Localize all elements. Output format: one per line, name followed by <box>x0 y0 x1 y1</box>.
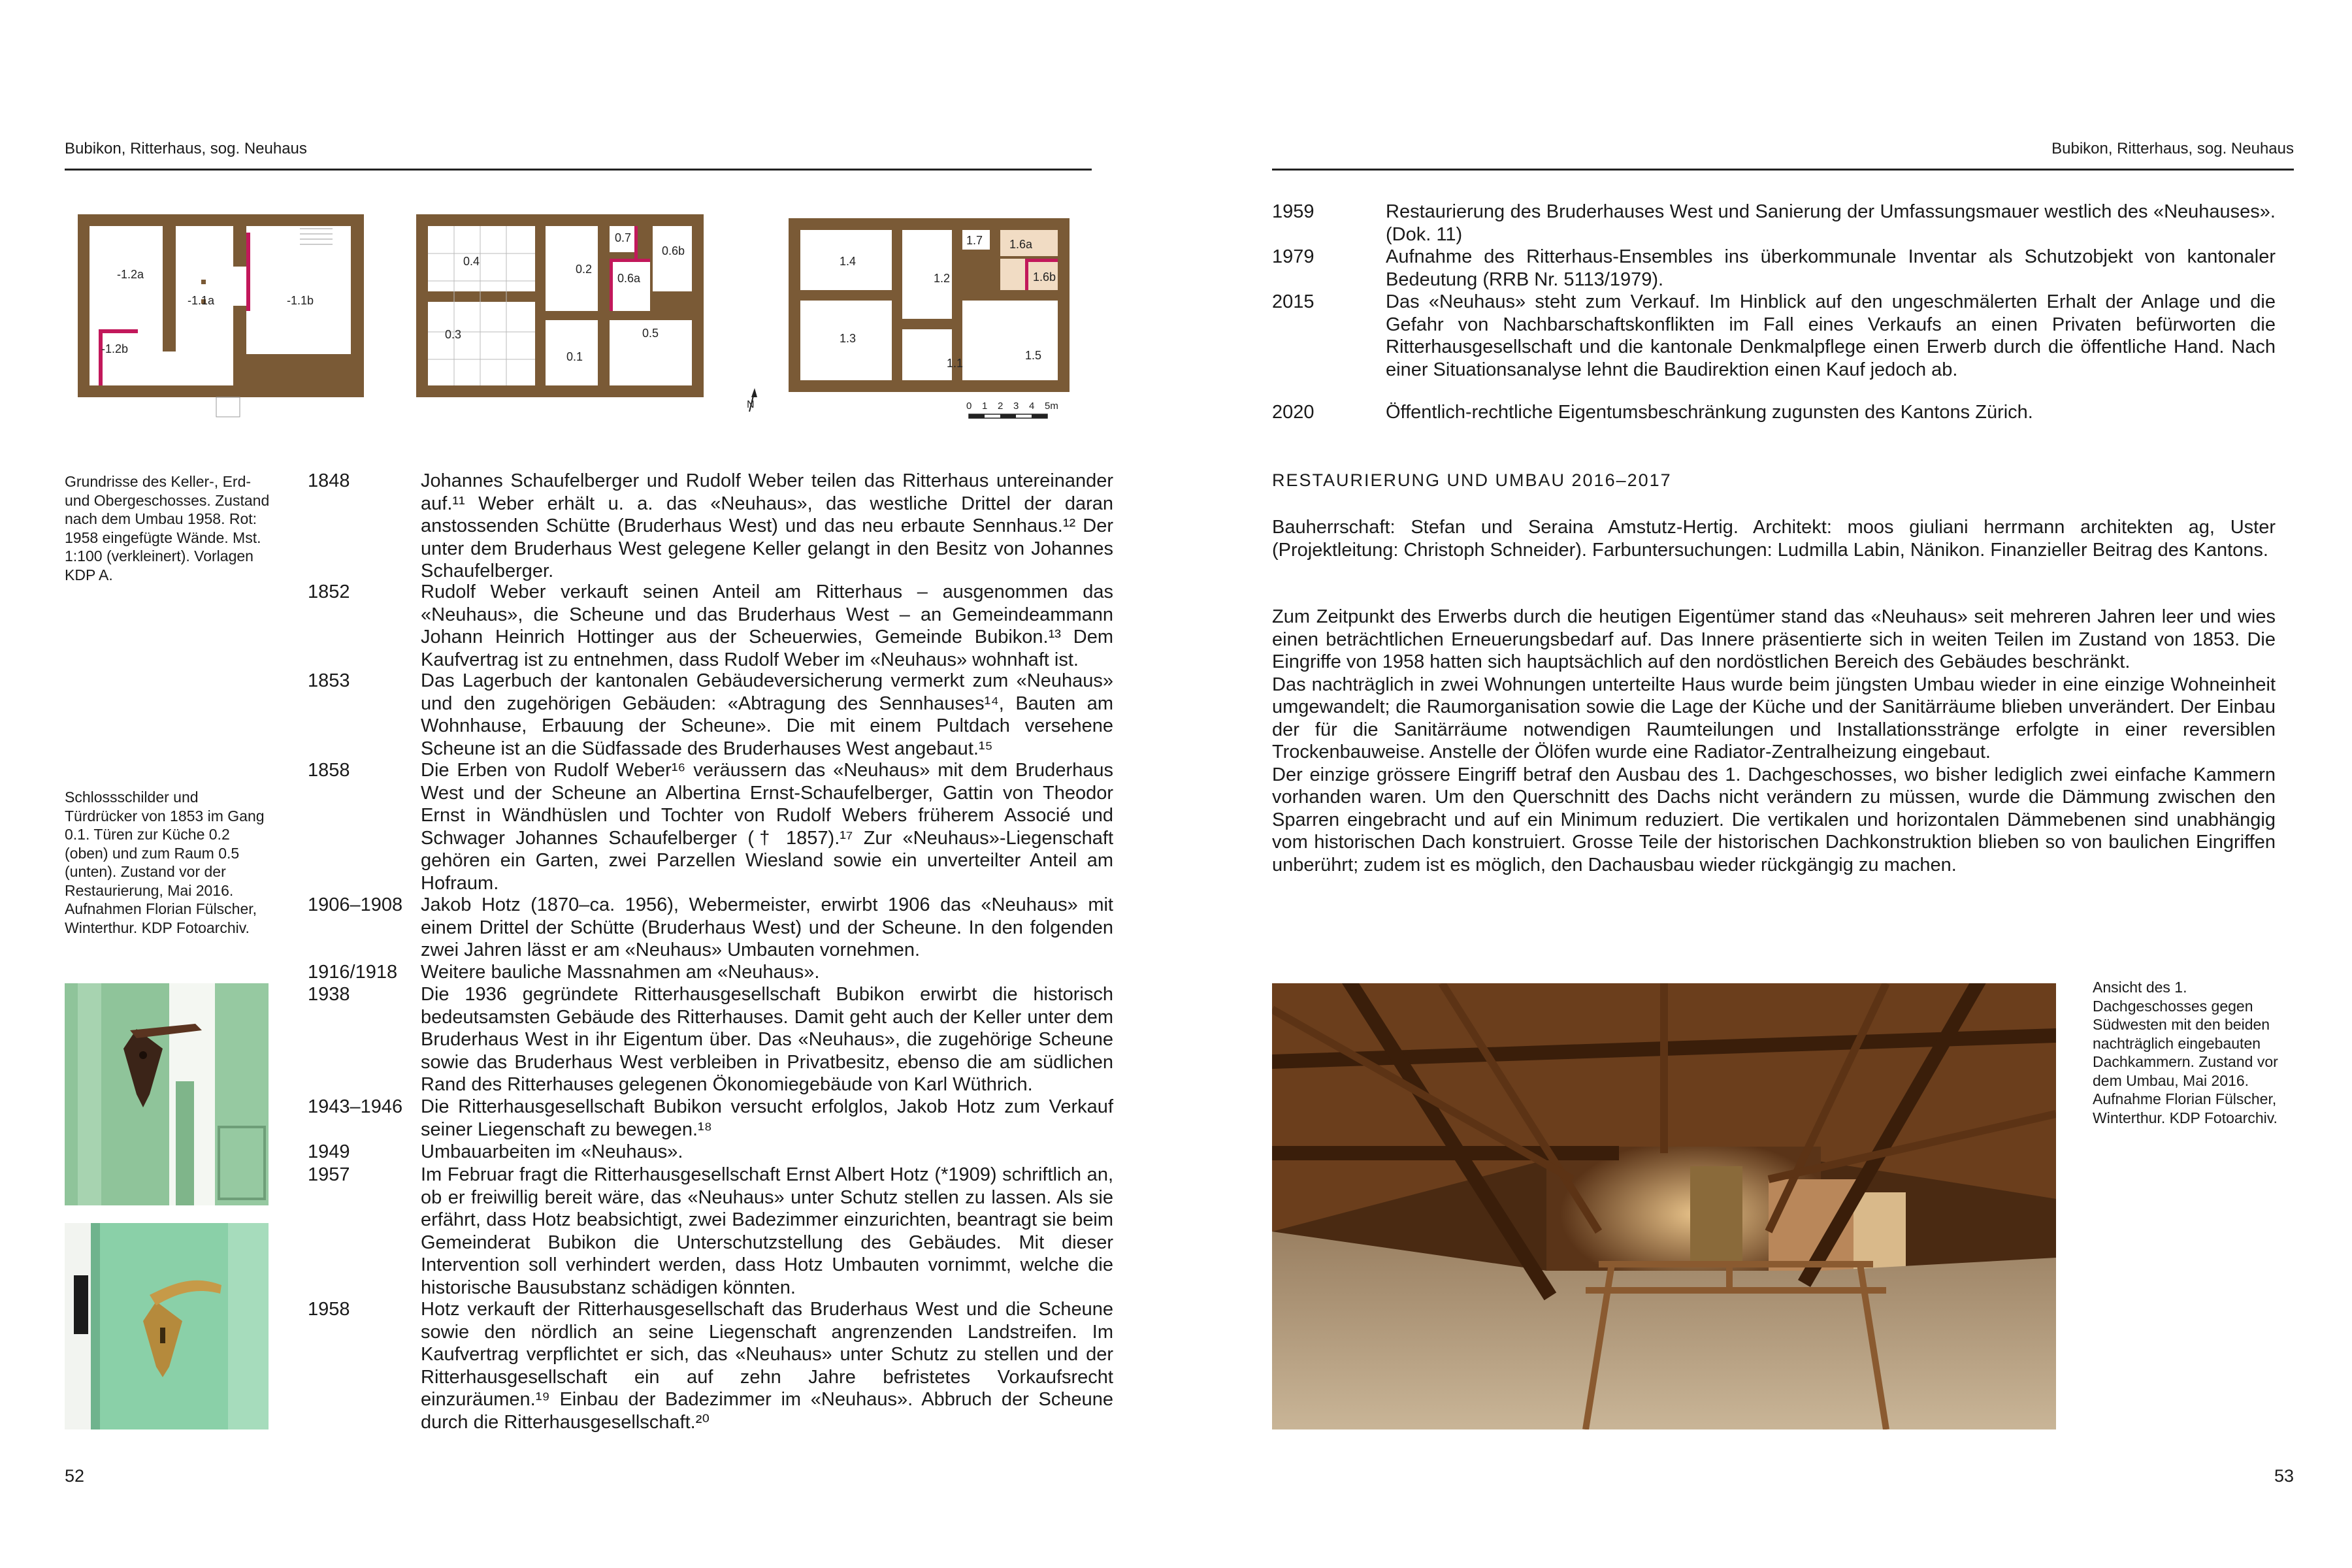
timeline-text: Das «Neuhaus» steht zum Verkauf. Im Hinblick auf den ungeschmälerten Erhalt der Anlage und die Gefahr von Nachbarschaftskonflikten im Fall eines Verkaufs an einen Privaten befürworten die Ritterhausgesellschaft und die kantonale Denkmalpflege einen Erwerb durch die öffentliche Hand. Nach einer Situationsanalyse lehnt die Baudirektion einen Kauf jedoch ab. <box>1386 291 2276 380</box>
body-paragraph: Zum Zeitpunkt des Erwerbs durch die heutigen Eigentümer stand das «Neuhaus» seit mehreren Jahren leer und wies einen beträchtlichen Erneuerungsbedarf auf. Das Innere präsentierte sich in weiten Teilen im Zustand von 1853. Die Eingriffe von 1958 hatten sich hauptsächlich auf den nordöstlichen Bereich des Gebäudes beschränkt. <box>1272 606 2276 672</box>
timeline-year: 1848 <box>308 470 350 491</box>
timeline-year: 1957 <box>308 1164 350 1185</box>
scale-tick-label: 4 <box>1029 400 1035 412</box>
left-running-header: Bubikon, Ritterhaus, sog. Neuhaus <box>65 140 307 157</box>
cellar-room-label: -1.1b <box>287 294 314 307</box>
door-hardware-photo-bottom <box>65 1223 269 1429</box>
upper-room-label: 1.3 <box>840 332 857 345</box>
timeline-text: Aufnahme des Ritterhaus-Ensembles ins überkommunale Inventar als Schutzobjekt von kantonaler Bedeutung (RRB Nr. 5113/1979). <box>1386 246 2276 290</box>
timeline-year: 1858 <box>308 760 350 781</box>
right-page-number: 53 <box>2274 1466 2294 1486</box>
upper-room-label: 1.6b <box>1033 270 1056 284</box>
plans-caption: Grundrisse des Keller-, Erd- und Obergeschosses. Zustand nach dem Umbau 1958. Rot: 1958 eingefügte Wände. Mst. 1:100 (verkleinert). Vorlagen KDP A. <box>65 473 270 583</box>
ground-room-label: 0.1 <box>566 350 583 363</box>
timeline-year: 1959 <box>1272 201 1315 222</box>
ground-room-label: 0.6a <box>617 272 641 285</box>
north-arrow <box>747 388 757 412</box>
timeline-text: Rudolf Weber verkauft seinen Anteil am Ritterhaus – ausgenommen das «Neuhaus», die Scheune und das Bruderhaus West – an Gemeindeammann Johann Heinrich Hottinger aus der Scheuerwies, Gemeinde Bubikon.¹³ Dem Kaufvertrag ist zu entnehmen, dass Rudolf Weber im «Neuhaus» wohnhaft ist. <box>421 581 1113 670</box>
scale-bar <box>966 400 1058 418</box>
ground-room-label: 0.4 <box>463 255 480 268</box>
cellar-room-label: -1.1a <box>188 294 215 307</box>
timeline-left <box>308 470 1115 1437</box>
upper-room-label: 1.4 <box>840 255 857 268</box>
timeline-text: Restaurierung des Bruderhauses West und Sanierung der Umfassungsmauer westlich des «Neuhauses». (Dok. 11) <box>1386 201 2276 245</box>
timeline-text: Johannes Schaufelberger und Rudolf Weber teilen das Ritterhaus untereinander auf.¹¹ Weber erhält u. a. das «Neuhaus», das westliche Drittel der daran anstossenden Schütte (Bruderhaus West) und das neu erbaute Sennhaus.¹² Der unter dem Bruderhaus West gelegene Keller gelangt in den Besitz von Johannes Schaufelberger. <box>421 470 1113 581</box>
upper-room-label: 1.6a <box>1009 238 1033 251</box>
timeline-text: Die Erben von Rudolf Weber¹⁶ veräussern das «Neuhaus» mit dem Bruderhaus West und der Scheune an Albertina Ernst-Schaufelberger, Gattin von Theodor Ernst in Wändhüslen und Tochter von Rudolf Webers früherem Associé und Schwager Johannes Schaufelberger († 1857).¹⁷ Zur «Neuhaus»-Liegenschaft gehören ein Garten, zwei Parzellen Wiesland sowie ein unverteilter Anteil am Hofraum. <box>421 760 1113 894</box>
timeline-text: Hotz verkauft der Ritterhausgesellschaft das Bruderhaus West und die Scheune sowie den nördlich an seine Liegenschaft angrenzenden Landstreifen. Im Kaufvertrag verpflichtet er sich, das «Neuhaus» unter Schutz zu stellen und der Ritterhausgesellschaft ein auf zehn Jahre befristetes Vorkaufsrecht einzuräumen.¹⁹ Einbau der Badezimmer im «Neuhaus». Abbruch der Scheune durch die Ritterhausgesellschaft.²⁰ <box>421 1299 1113 1433</box>
timeline-year: 1853 <box>308 670 350 691</box>
scale-tick-label: 1 <box>982 400 988 412</box>
timeline-text: Die Ritterhausgesellschaft Bubikon versucht erfolglos, Jakob Hotz zum Verkauf seiner Liegenschaft zu bewegen.¹⁸ <box>421 1096 1113 1140</box>
ground-room-label: 0.3 <box>445 328 462 341</box>
ground-floor-plan <box>416 214 704 397</box>
timeline-text: Die 1936 gegründete Ritterhausgesellschaft Bubikon erwirbt die historisch bedeutsamsten Gebäude des Ritterhauses. Damit geht auch der Keller unter dem Bruderhaus West in ihr Eigentum über. Das «Neuhaus», die zugehörige Scheune sowie das Bruderhaus West verbleiben in Privatbesitz, ebenso die am südlichen Rand des Ritterhauses gelegenen Ökonomiegebäude von Karl Wüthrich. <box>421 984 1113 1095</box>
ground-room-label: 0.7 <box>615 231 632 244</box>
body-paragraph: Der einzige grössere Eingriff betraf den Ausbau des 1. Dachgeschosses, wo bisher lediglich zwei einfache Kammern vorhanden waren. Um den Querschnitt des Dachs nicht verändern zu müssen, wurde die Dämmung zwischen den Sparren eingebracht und auf ein Minimum reduziert. Die vertikalen und horizontalen Dämmebenen sind unabhängig vom historischen Dach konstruiert. Grosse Teile der historischen Dachkonstruktion blieben so von baulichen Eingriffen unberührt; zudem ist es möglich, den Dachausbau wieder rückgängig zu machen. <box>1272 764 2276 875</box>
timeline-year: 1916/1918 <box>308 962 398 983</box>
scale-tick-label: 0 <box>966 400 972 412</box>
door-hardware-caption: Schlossschilder und Türdrücker von 1853 im Gang 0.1. Türen zur Küche 0.2 (oben) und zum Raum 0.5 (unten). Zustand vor der Restaurierung, Mai 2016. Aufnahmen Florian Fülscher, Winterthur. KDP Fotoarchiv. <box>65 789 265 936</box>
timeline-text: Jakob Hotz (1870–ca. 1956), Webermeister, erwirbt 1906 das «Neuhaus» mit einem Drittel der Schütte (Bruderhaus West) und der Scheune. In den folgenden zwei Jahren lässt er am «Neuhaus» Umbauten vornehmen. <box>421 894 1113 960</box>
timeline-year: 2015 <box>1272 291 1315 312</box>
timeline-text: Im Februar fragt die Ritterhausgesellschaft Ernst Albert Hotz (*1909) schriftlich an, ob er freiwillig bereit wäre, das «Neuhaus» unter Schutz stellen zu lassen. Als sie erfährt, dass Hotz beabsichtigt, zwei Badezimmer einzurichten, beantragt sie beim Gemeinderat Bubikon die Unterschutzstellung des Gebäudes. Mit dieser Intervention soll verhindert werden, dass Hotz Umbauten vornimmt, welche die historische Bausubstanz schädigen könnten. <box>421 1164 1113 1298</box>
timeline-text: Das Lagerbuch der kantonalen Gebäudeversicherung vermerkt zum «Neuhaus» und den zugehörigen Gebäuden: «Abtragung des Sennhauses¹⁴, Bauten am Wohnhause, Erbauung der Scheune». Die mit einem Pultdach versehene Scheune ist an die Südfassade des Bruderhauses West angebaut.¹⁵ <box>421 670 1113 759</box>
ground-room-label: 0.5 <box>642 327 659 340</box>
ground-room-label: 0.2 <box>576 263 593 276</box>
attic-photo <box>1272 983 2056 1429</box>
north-label: N <box>747 399 755 410</box>
cellar-room-label: -1.2b <box>101 342 129 355</box>
upper-room-label: 1.7 <box>966 234 983 247</box>
timeline-year: 1958 <box>308 1299 350 1320</box>
timeline-year: 1938 <box>308 984 350 1005</box>
upper-floor-plan <box>789 218 1070 392</box>
floor-plans <box>65 208 1092 423</box>
timeline-year: 1852 <box>308 581 350 602</box>
scale-tick-label: 3 <box>1013 400 1019 412</box>
right-header-rule <box>1272 169 2294 171</box>
upper-room-label: 1.2 <box>934 272 951 285</box>
door-hardware-photo-top <box>65 983 269 1205</box>
cellar-room-label: -1.2a <box>117 268 144 281</box>
timeline-year: 1949 <box>308 1141 350 1162</box>
timeline-year: 1943–1946 <box>308 1096 403 1117</box>
upper-room-label: 1.1 <box>947 357 964 370</box>
body-paragraph: Das nachträglich in zwei Wohnungen unterteilte Haus wurde beim jüngsten Umbau wieder in eine einzige Wohneinheit umgewandelt; die Raumorganisation sowie die Lage der Küche und der Sanitärräume blieben unverändert. Der Einbau der für die Sanitärräume notwendigen Raumteilungen und Installationsstränge erfolgte in einer reversiblen Trockenbauweise. Anstelle der Ölöfen wurde eine Radiator-Zentralheizung eingebaut. <box>1272 674 2276 762</box>
ground-room-label: 0.6b <box>662 244 685 257</box>
timeline-text: Umbauarbeiten im «Neuhaus». <box>421 1141 683 1162</box>
main-text <box>1272 606 2276 876</box>
cellar-plan <box>78 214 364 417</box>
timeline-year: 1979 <box>1272 246 1315 267</box>
credits-paragraph: Bauherrschaft: Stefan und Seraina Amstutz-Hertig. Architekt: moos giuliani herrmann architekten ag, Uster (Projektleitung: Christoph Schneider). Farbuntersuchungen: Ludmilla Labin, Nänikon. Finanzieller Beitrag des Kantons. <box>1272 517 2276 561</box>
scale-tick-label: 2 <box>998 400 1004 412</box>
timeline-year: 2020 <box>1272 402 1315 423</box>
left-header-rule <box>65 169 1092 171</box>
scale-tick-label: 5m <box>1045 400 1058 412</box>
timeline-year: 1906–1908 <box>308 894 403 915</box>
upper-room-label: 1.5 <box>1025 349 1042 362</box>
right-running-header: Bubikon, Ritterhaus, sog. Neuhaus <box>2051 140 2294 157</box>
section-title: RESTAURIERUNG UND UMBAU 2016–2017 <box>1272 470 1672 490</box>
left-page-number: 52 <box>65 1466 85 1486</box>
timeline-text: Weitere bauliche Massnahmen am «Neuhaus». <box>421 962 820 983</box>
timeline-right <box>1272 201 2276 436</box>
timeline-text: Öffentlich-rechtliche Eigentumsbeschränkung zugunsten des Kantons Zürich. <box>1386 402 2033 423</box>
attic-photo-caption: Ansicht des 1. Dachgeschosses gegen Südwesten mit den beiden nachträglich eingebauten Dachkammern. Zustand vor dem Umbau, Mai 2016. Aufnahme Florian Fülscher, Winterthur. KDP Fotoarchiv. <box>2093 979 2278 1126</box>
